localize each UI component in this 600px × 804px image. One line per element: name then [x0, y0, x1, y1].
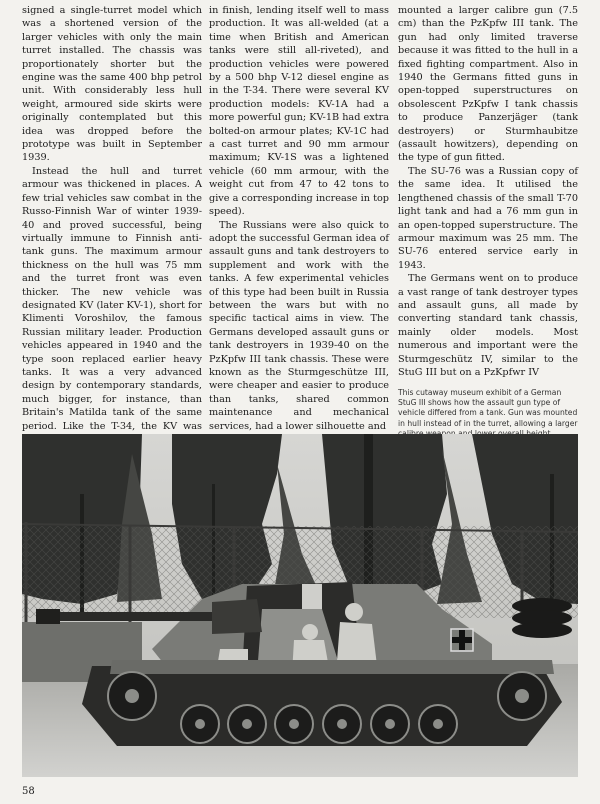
paragraph: The Russians were also quick to adopt the successful German idea of assault guns and tank destroyers to supplement and work with the tanks. A few experimental vehicles of this type had been built in Russia between the wars but with no specific tactical aims in view. The Germans developed assault guns or tank destroyers in 1939-40 on the PzKpfw III tank chassis. These were known as the Sturmgeschütze III, were cheaper and easier to produce than tanks, shared common maintenance and mechanical services, had a lower silhouette and: [209, 219, 389, 432]
text-column-3: [398, 4, 578, 379]
text-column-1: [22, 4, 202, 446]
paragraph: Instead the hull and turret armour was thickened in places. A few trial vehicles saw combat in the Russo-Finnish War of winter 1939-40 and proved successful, being virtually immune to Finnish anti-tank guns. The maximum armour thickness on the hull was 75 mm and the turret front was even thicker. The new vehicle was designated KV (later KV-1), short for Klimenti Voroshilov, the famous Russian military leader. Production vehicles appeared in 1940 and the type soon replaced earlier heavy tanks. It was a very advanced design by contemporary standards, much bigger, for instance, than Britain's Matilda tank of the same period. Like the T-34, the KV was: [22, 165, 202, 432]
paragraph: The SU-76 was a Russian copy of the same idea. It utilised the lengthened chassis of the small T-70 light tank and had a 76 mm gun in an open-topped superstructure. The armour maximum was 25 mm. The SU-76 entered service early in 1943.: [398, 165, 578, 271]
stug-iii-photograph: [22, 434, 578, 777]
photo-caption: This cutaway museum exhibit of a German StuG III shows how the assault gun type of vehicle differed from a tank. Gun was mounted in hull instead of in the turret, allowing a larger: [398, 388, 578, 428]
paragraph: mounted a larger calibre gun (7.5 cm) than the PzKpfw III tank. The gun had only limited traverse because it was fitted to the hull in a fixed fighting compartment. Also in 1940 the Germans fitted guns in open-topped superstructures on obsolescent PzKpfw I tank chassis to produce Panzerjäger (tank destroyers) or Sturmhaubitze (assault howitzers), depending on the type of gun fitted.: [398, 5, 578, 164]
paragraph: in finish, lending itself well to mass production. It was all-welded (at a time when British and American tanks were still all-riveted), and production vehicles were powered by a 500 bhp V-12 diesel engine as in the T-34. There were several KV production models: KV-1A had a more powerful gun; KV-1B had extra bolted-on armour plates; KV-1C had a cast turret and 90 mm armour maximum; KV-1S was a lightened vehicle (60 mm armour, with the weight cut from 47 to 42 tons to give a corresponding increase in top speed).: [209, 5, 389, 218]
page-number: 58: [22, 786, 35, 797]
paragraph: signed a single-turret model which was a shortened version of the larger vehicles with only the main turret installed. The chassis was proportionately shorter but the engine was the same 400 bhp petrol unit. With considerably less hull weight, armoured side skirts were originally contemplated but this idea was dropped before the prototype was built in September 1939.: [22, 5, 202, 164]
paragraph: The Germans went on to produce a vast range of tank destroyer types and assault guns, all made by converting standard tank chassis, mainly older models. Most numerous and important were the Sturmgeschütz IV, similar to the StuG III but on a PzKpfwr IV: [398, 273, 578, 378]
text-column-2: [209, 4, 389, 433]
